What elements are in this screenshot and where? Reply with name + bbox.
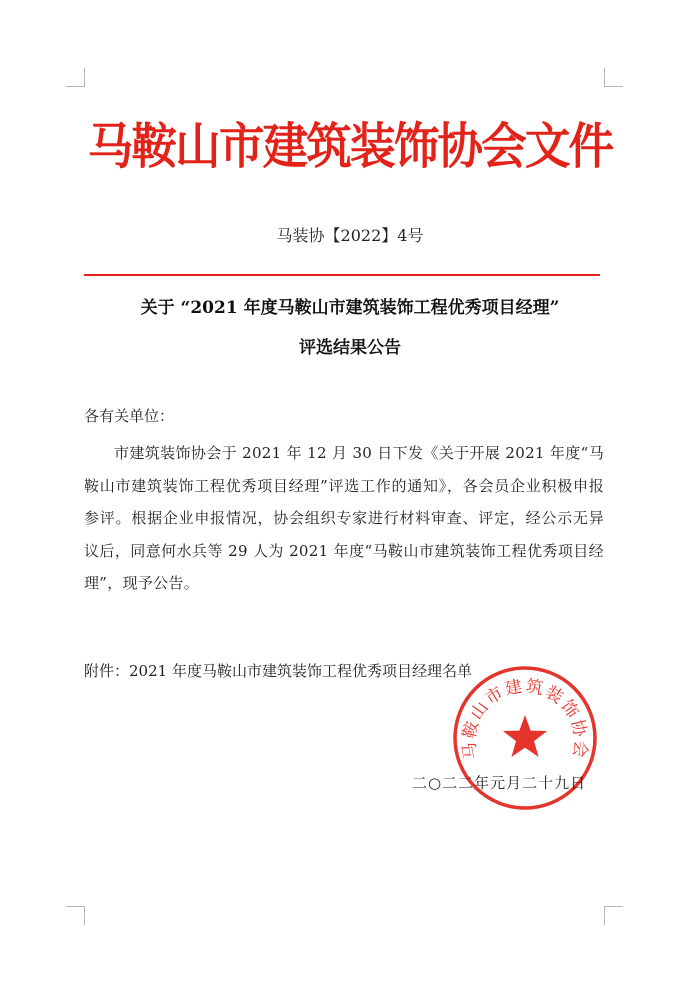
notice-body: 市建筑装饰协会于 2021 年 12 月 30 日下发《关于开展 2021 年度“马鞍山市建筑装饰工程优秀项目经理”评选工作的通知》，各会员企业积极申报参评。根据企业申报情况，协会组织专家进行材料审查、评定，经公示无异议后，同意何水兵等 29 人为 2021 年度“马鞍山市建筑装饰工程优秀项目经理”，现予公告。 <box>84 444 604 592</box>
salutation: 各有关单位： <box>84 407 175 425</box>
crop-mark-bottom-right <box>604 906 623 925</box>
crop-mark-top-left <box>66 68 85 87</box>
star-icon <box>503 715 547 757</box>
crop-mark-top-right <box>604 68 623 87</box>
notice-title-line-2: 评选结果公告 <box>299 338 401 358</box>
seal-text: 马鞍山市建筑装饰协会 <box>459 676 591 761</box>
notice-title-line-1: 关于 “2021 年度马鞍山市建筑装饰工程优秀项目经理” <box>140 298 560 318</box>
attachment-note: 附件：2021 年度马鞍山市建筑装饰工程优秀项目经理名单 <box>84 662 472 680</box>
document-number: 马装协【2022】4号 <box>276 226 424 245</box>
issue-date: 二○二二年元月二十九日 <box>412 774 587 792</box>
masthead-divider <box>84 274 600 276</box>
document-masthead: 马鞍山市建筑装饰协会文件 <box>87 118 613 175</box>
crop-mark-bottom-left <box>66 906 85 925</box>
